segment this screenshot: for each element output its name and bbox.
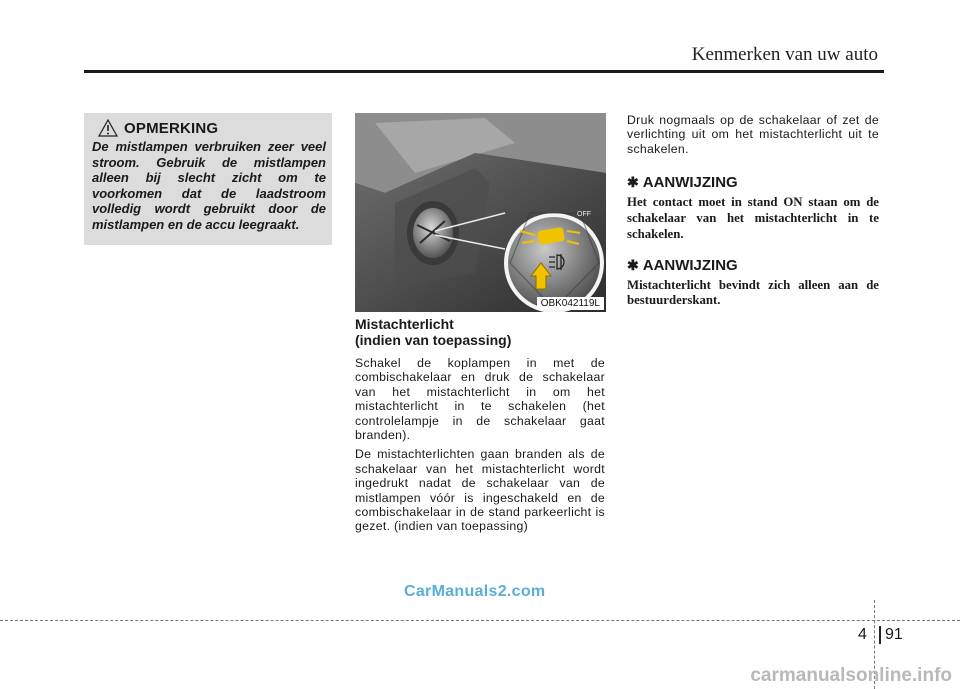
section-heading-line2: (indien van toepassing) — [355, 332, 512, 348]
section-heading — [355, 316, 605, 348]
footer-rule — [0, 620, 960, 621]
off-label: OFF — [577, 211, 591, 218]
note-text: De mistlampen verbruiken zeer veel stroom. Gebruik de mistlampen alleen bij slecht zicht om te voorkomen dat de laadstroom volledig wordt gebruikt door de mistlampen en de accu leegraakt. — [92, 139, 326, 232]
note-header — [98, 119, 326, 137]
fog-light-switch-figure — [355, 113, 606, 312]
right-column — [627, 113, 879, 323]
section-paragraph-1: Schakel de koplampen in met de combischakelaar en druk de schakelaar van het mistachterlicht in om het mistachterlicht in te schakelen (het controlelampje in de schakelaar gaat branden). — [355, 356, 605, 443]
middle-column — [355, 316, 605, 539]
chapter-number: 4 — [858, 626, 867, 643]
section-heading-line1: Mistachterlicht — [355, 316, 454, 332]
asterisk-icon: ✱ — [627, 174, 639, 191]
hint-text-1: Het contact moet in stand ON staan om de schakelaar van het mistachterlicht in te schakelen. — [627, 195, 879, 241]
hint-title-2: AANWIJZING — [642, 256, 738, 274]
right-paragraph: Druk nogmaals op de schakelaar of zet de verlichting uit om het mistachterlicht uit te schakelen. — [627, 113, 879, 156]
warning-triangle-icon — [98, 119, 118, 137]
watermark-link[interactable]: CarManuals2.com — [404, 583, 546, 600]
header-rule — [84, 70, 884, 73]
hint-heading-2 — [627, 257, 879, 274]
running-header-title: Kenmerken van uw auto — [691, 44, 878, 65]
hint-title-1: AANWIJZING — [642, 174, 738, 192]
page-number: 91 — [885, 626, 903, 643]
section-paragraph-2: De mistachterlichten gaan branden als de schakelaar van het mistachterlicht wordt ingedrukt nadat de schakelaar van de mistlampen vóór is ingeschakeld en de combischakelaar in de stand parkeerlicht is gezet. (indien van toepassing) — [355, 447, 605, 534]
note-title: OPMERKING — [124, 119, 219, 137]
page-number-separator — [879, 626, 881, 644]
site-watermark: carmanualsonline.info — [750, 665, 952, 686]
hint-text-2: Mistachterlicht bevindt zich alleen aan de bestuurderskant. — [627, 277, 879, 308]
figure-code: OBK042119L — [537, 297, 604, 310]
dashboard-illustration — [355, 113, 606, 312]
asterisk-icon: ✱ — [627, 256, 639, 273]
hint-heading-1 — [627, 174, 879, 191]
note-box — [84, 113, 332, 245]
